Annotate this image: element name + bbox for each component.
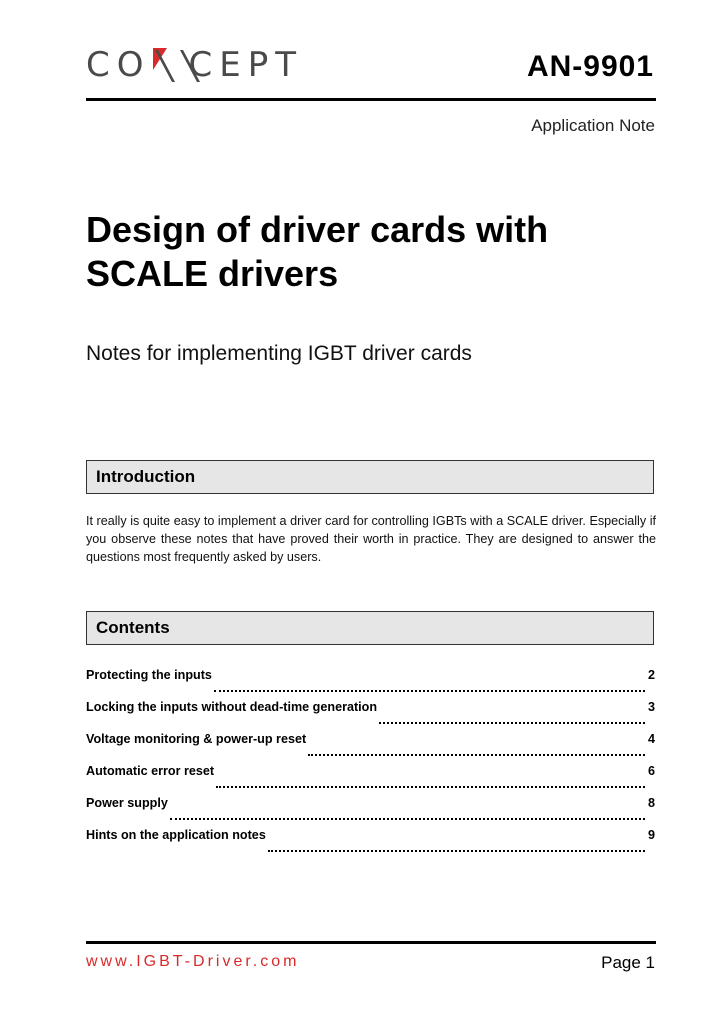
page-subtitle: Notes for implementing IGBT driver cards: [86, 342, 472, 365]
toc-item-page: 9: [647, 828, 655, 842]
table-of-contents: [86, 668, 655, 860]
toc-item-page: 3: [647, 700, 655, 714]
toc-leader-dots: [308, 745, 645, 756]
toc-leader-dots: [268, 841, 645, 852]
contents-heading: Contents: [86, 611, 654, 645]
toc-item-label: Voltage monitoring & power-up reset: [86, 732, 307, 746]
logo-text-left: CO: [86, 45, 151, 85]
toc-item-page: 6: [647, 764, 655, 778]
toc-leader-dots: [216, 777, 645, 788]
toc-item-label: Hints on the application notes: [86, 828, 266, 842]
footer-divider: [86, 941, 656, 944]
toc-item-label: Locking the inputs without dead-time generation: [86, 700, 378, 714]
toc-item-label: Automatic error reset: [86, 764, 215, 778]
introduction-heading: Introduction: [86, 460, 654, 494]
logo-n-mark-icon: [153, 48, 183, 82]
toc-item-page: 2: [647, 668, 655, 682]
toc-leader-dots: [379, 713, 645, 724]
introduction-text: It really is quite easy to implement a driver card for controlling IGBTs with a SCALE driver. Especially if you observe these notes that have proved their worth in practice. They are designed to answer the questions most frequently asked by users.: [86, 514, 656, 564]
toc-item-label: Protecting the inputs: [86, 668, 212, 682]
toc-item[interactable]: [86, 700, 655, 732]
toc-item[interactable]: [86, 764, 655, 796]
toc-item-page: 8: [647, 796, 655, 810]
toc-leader-dots: [214, 681, 645, 692]
page-title: Design of driver cards with SCALE drivers: [86, 209, 549, 294]
toc-item-label: Power supply: [86, 796, 168, 810]
toc-item[interactable]: [86, 732, 655, 764]
toc-item[interactable]: [86, 796, 655, 828]
page-number: Page 1: [601, 953, 655, 972]
logo-text-right: CEPT: [188, 45, 304, 85]
toc-leader-dots: [170, 809, 645, 820]
toc-item[interactable]: [86, 828, 655, 860]
header-divider: [86, 98, 656, 101]
footer-website-link[interactable]: www.IGBT-Driver.com: [86, 953, 300, 970]
document-type: Application Note: [531, 116, 655, 135]
document-id: AN-9901: [526, 50, 654, 83]
toc-item[interactable]: [86, 668, 655, 700]
toc-item-page: 4: [647, 732, 655, 746]
concept-logo: [86, 42, 303, 88]
